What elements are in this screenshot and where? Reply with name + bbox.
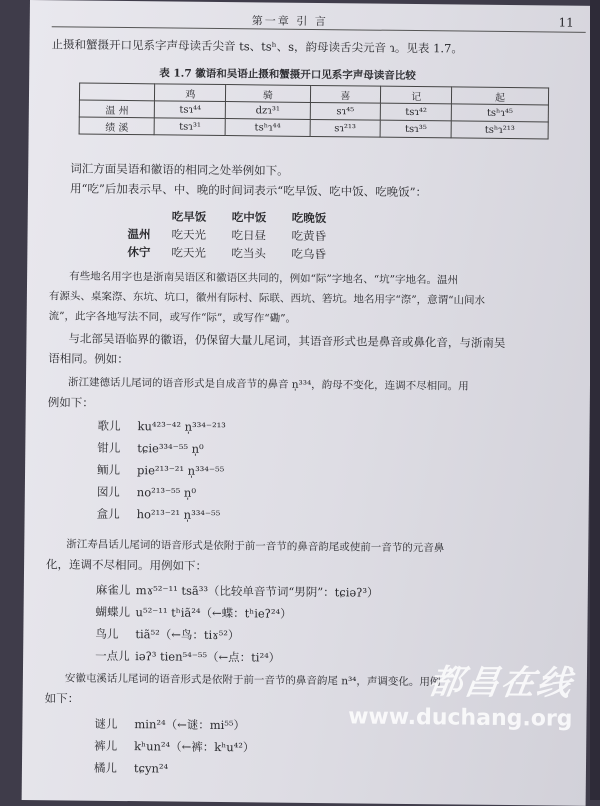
book-page [22,0,594,806]
table-cell: 温 州 [79,100,155,118]
example-word: 鸟儿 [95,626,119,641]
example-ipa: ho²¹³⁻²¹ n̩³³⁴⁻⁵⁵ [136,507,221,523]
site-watermark [348,653,576,732]
example-row [94,735,254,759]
table-cell: 绩 溪 [79,117,155,135]
table-header-cell: 起 [452,87,549,105]
chapter-title: 第一章 引 言 [251,14,328,29]
example-row [97,415,226,438]
example-row [97,481,226,504]
watermark-chinese: 都昌在线 [425,662,576,704]
meal-row [127,225,351,245]
meal-row [127,243,351,263]
example-word: 盒儿 [96,506,120,521]
example-word: 鲕儿 [97,462,121,477]
table-cell: tsʰɿ⁴⁴ [225,119,309,137]
place-name-paragraph-line-3: 流”，此字各地写法不同，或写作“际”，或写作“磡”。 [48,310,297,325]
example-ipa: tɕie³³⁴⁻⁵⁵ n̩⁰ [137,441,204,456]
table-caption: 表 1.7 徽语和吴语止摄和蟹摄开口见系字声母读音比较 [159,67,416,83]
meal-cell: 吃当头 [231,246,266,261]
example-ipa: ku⁴²³⁻⁴² n̩³³⁴⁻²¹³ [137,419,226,435]
example-row [94,757,254,781]
meal-place: 温州 [127,227,151,242]
example-word: 钳儿 [97,440,121,455]
example-row [97,459,226,482]
meal-cell: 吃黄昏 [291,228,327,244]
table-cell: sɿ⁴⁵ [310,102,381,120]
meal-place: 休宁 [127,245,151,260]
example-ipa: pie²¹³⁻²¹ n̩³³⁴⁻⁵⁵ [137,463,225,479]
jiande-paragraph-line-2: 例如下： [47,395,94,410]
intro-line: 止摄和蟹摄开口见系字声母读舌尖音 ts、tsʰ、s，韵母读舌尖元音 ɿ。见表 1.7。 [51,37,463,56]
tunxi-examples [94,713,255,781]
meal-cell: 吃天光 [171,227,207,242]
page-number: 11 [558,15,574,30]
vocab-paragraph-1: 词汇方面吴语和徽语的相同之处举例如下。 [70,161,289,178]
example-word: 麻雀儿 [95,582,131,598]
example-ipa: min²⁴（←谜：mi⁵⁵） [134,717,246,733]
example-ipa: u⁵²⁻¹¹ tʰiã²⁴（←蝶：tʰieʔ²⁴） [135,605,292,621]
table-cell: dzɿ³¹ [226,102,310,120]
table-row [79,117,548,139]
north-paragraph-line-2: 语相同。例如： [48,351,129,367]
example-word: 一点儿 [95,648,130,664]
meal-cell: 吃天光 [171,245,206,260]
shouchang-paragraph-line-1: 浙江寿昌话儿尾词的语音形式是依附于前一音节的鼻音韵尾或使前一音节的元音鼻 [66,538,445,555]
table-header-cell: 骑 [226,85,310,103]
example-row [95,645,378,670]
meal-header: 吃中饭 [231,210,267,225]
table-cell: sɿ²¹³ [310,119,381,137]
example-word: 裤儿 [94,738,118,753]
book-spine-shadow [590,0,600,800]
example-ipa: kʰun²⁴（←裤：kʰu⁴²） [134,739,255,755]
watermark-url: www.duchang.org [348,704,573,732]
example-ipa: iəʔ³ tien⁵⁴⁻⁵⁵（←点：ti²⁴） [135,649,281,665]
table-header-cell: 鸡 [155,84,226,102]
table-cell: tsʰɿ⁴⁵ [451,104,548,122]
table-cell: tsɿ⁴⁴ [155,101,226,119]
example-ipa: tɕyn²⁴ [133,761,169,776]
jiande-paragraph-line-1: 浙江建德话儿尾词的语音形式是自成音节的鼻音 n̩³³⁴，韵母不变化，连调不尽相同。用 [67,376,469,393]
example-word: 歌儿 [97,418,121,433]
place-name-paragraph-line-2: 有源头、桌案漈、东坑、坑口，徽州有际村、际联、西坑、箬坑。地名用字“漈”，意谓“山间水 [48,290,486,307]
meal-word-table [127,207,352,263]
comparison-table [79,83,550,140]
example-ipa: mɤ⁵²⁻¹¹ tsã³³（比较单音节词“男阴”：tɕiəʔ³） [135,583,379,600]
example-ipa: tiã⁵²（←鸟：tiɤ⁵²） [135,627,240,643]
example-row [94,713,254,737]
meal-cell: 吃日昼 [231,228,267,243]
example-word: 谜儿 [94,716,118,731]
tunxi-paragraph-line-1: 安徽屯溪话儿尾词的语音形式是依附于前一音节的鼻音韵尾 n³⁴，声调变化。用例 [64,672,441,689]
meal-cell: 吃乌昏 [291,246,326,262]
table-cell: tsɿ⁴² [381,103,452,121]
table-header-cell: 记 [381,86,452,104]
table-cell: tsɿ³⁵ [380,120,451,138]
jiande-examples [97,415,226,526]
vocab-paragraph-2: 用“吃”后加表示早、中、晚的时间词表示“吃早饭、吃中饭、吃晚饭”： [69,181,428,200]
example-word: 囡儿 [96,484,120,499]
example-word: 橘儿 [93,760,118,775]
tunxi-paragraph-line-2: 如下： [44,691,80,706]
example-ipa: no²¹³⁻⁵⁵ n̩⁰ [136,485,197,500]
meal-header-row [128,207,352,227]
table-cell: tsʰɿ²¹³ [451,121,548,139]
table-cell: tsɿ³¹ [155,118,226,136]
running-header [52,8,586,33]
example-row [97,503,226,526]
example-row [96,579,379,604]
example-row [95,601,378,626]
meal-header: 吃早饭 [171,209,207,224]
example-row [97,437,226,460]
table-header-cell: 喜 [310,85,381,103]
north-paragraph-line-1: 与北部吴语临界的徽语，仍保留大量儿尾词，其语音形式也是鼻音或鼻化音，与浙南吴 [68,331,506,350]
table-header-cell [79,83,155,101]
example-word: 蝴蝶儿 [95,604,131,620]
shouchang-paragraph-line-2: 化，连调不尽相同。用例如下： [46,557,208,573]
meal-header: 吃晚饭 [291,210,327,226]
example-row [95,623,378,648]
place-name-paragraph-line-1: 有些地名用字也是浙南吴语区和徽语区共同的，例如“际”字地名、“坑”字地名。温州 [69,270,459,287]
shouchang-examples [95,579,379,670]
